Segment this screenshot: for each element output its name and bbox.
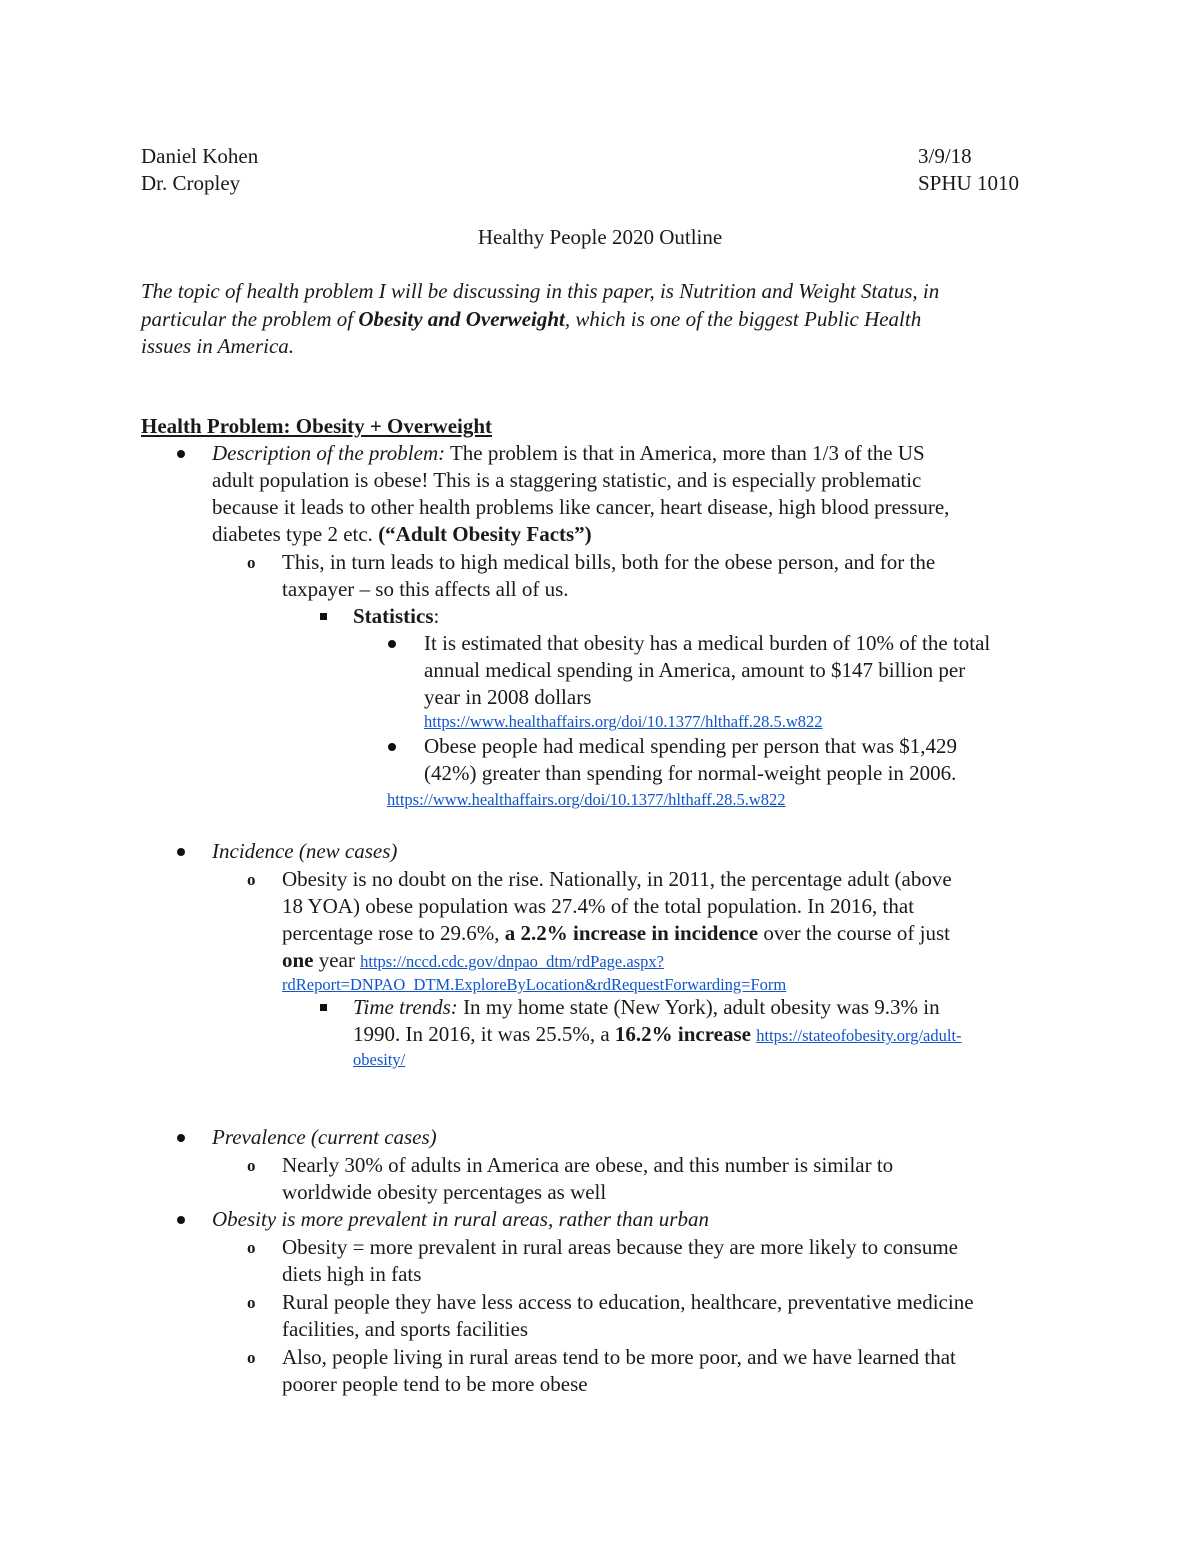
rural-point-1-line-1: Obesity = more prevalent in rural areas because they are more likely to consume bbox=[282, 1235, 958, 1259]
bullet-icon bbox=[177, 848, 185, 856]
intro-line-1: The topic of health problem I will be discussing in this paper, is Nutrition and Weight Status, in bbox=[141, 279, 940, 303]
citation: (“Adult Obesity Facts”) bbox=[378, 522, 592, 546]
statistics-heading: Statistics bbox=[353, 604, 434, 628]
prevalence-label: Prevalence (current cases) bbox=[212, 1125, 437, 1149]
intro-line-3: issues in America. bbox=[141, 334, 295, 358]
square-bullet-icon bbox=[320, 613, 327, 620]
stat1-line-1: It is estimated that obesity has a medical burden of 10% of the total bbox=[424, 631, 991, 655]
circle-bullet-icon: o bbox=[247, 1156, 256, 1175]
trend-text: In my home state (New York), adult obesity was 9.3% in bbox=[457, 995, 940, 1019]
incidence-emphasis: a 2.2% increase in incidence bbox=[504, 921, 759, 945]
intro-emphasis: Obesity and Overweight bbox=[358, 307, 565, 331]
date: 3/9/18 bbox=[918, 144, 972, 168]
circle-bullet-icon: o bbox=[247, 1238, 256, 1257]
healthaffairs-link-2[interactable]: https://www.healthaffairs.org/doi/10.1377/hlthaff.28.5.w822 bbox=[387, 790, 786, 809]
incidence-one: one bbox=[282, 948, 314, 972]
bullet-icon bbox=[388, 640, 396, 648]
cdc-link-continued[interactable]: rdReport=DNPAO_DTM.ExploreByLocation&rdRequestForwarding=Form bbox=[282, 975, 787, 994]
statistics-colon: : bbox=[433, 604, 440, 628]
incidence-line-2: 18 YOA) obese population was 27.4% of the total population. In 2016, that bbox=[282, 894, 915, 918]
trend-emphasis: 16.2% increase bbox=[614, 1022, 751, 1046]
medical-bills-line-2: taxpayer – so this affects all of us. bbox=[282, 577, 569, 601]
trend-line-1 bbox=[353, 994, 940, 1021]
intro-text: particular the problem of bbox=[141, 307, 359, 331]
circle-bullet-icon: o bbox=[247, 553, 256, 572]
incidence-text: percentage rose to 29.6%, bbox=[282, 921, 505, 945]
description-line-3: because it leads to other health problems like cancer, heart disease, high blood pressure, bbox=[212, 495, 950, 519]
stat1-line-3: year in 2008 dollars bbox=[424, 685, 592, 709]
description-text-end: diabetes type 2 etc. bbox=[212, 522, 379, 546]
circle-bullet-icon: o bbox=[247, 1348, 256, 1367]
stat1-link-line bbox=[424, 708, 823, 735]
incidence-line-3 bbox=[282, 920, 950, 947]
description-line-1 bbox=[212, 440, 925, 467]
statistics-label bbox=[353, 603, 439, 630]
bullet-icon bbox=[177, 1216, 185, 1224]
incidence-line-1: Obesity is no doubt on the rise. Nationally, in 2011, the percentage adult (above bbox=[282, 867, 952, 891]
professor-name: Dr. Cropley bbox=[141, 171, 241, 195]
medical-bills-line-1: This, in turn leads to high medical bills, both for the obese person, and for the bbox=[282, 550, 936, 574]
trend-label: Time trends: bbox=[353, 995, 458, 1019]
rural-point-2-line-1: Rural people they have less access to education, healthcare, preventative medicine bbox=[282, 1290, 974, 1314]
stat2-line-1: Obese people had medical spending per person that was $1,429 bbox=[424, 734, 958, 758]
healthaffairs-link[interactable]: https://www.healthaffairs.org/doi/10.1377/hlthaff.28.5.w822 bbox=[424, 712, 823, 731]
description-label: Description of the problem: bbox=[212, 441, 446, 465]
document-title: Healthy People 2020 Outline bbox=[477, 225, 723, 249]
incidence-label: Incidence (new cases) bbox=[212, 839, 398, 863]
bullet-icon bbox=[177, 450, 185, 458]
rural-label: Obesity is more prevalent in rural areas, rather than urban bbox=[212, 1207, 709, 1231]
rural-point-3-line-1: Also, people living in rural areas tend to be more poor, and we have learned that bbox=[282, 1345, 956, 1369]
circle-bullet-icon: o bbox=[247, 1293, 256, 1312]
description-line-2: adult population is obese! This is a staggering statistic, and is especially problematic bbox=[212, 468, 922, 492]
rural-point-3-line-2: poorer people tend to be more obese bbox=[282, 1372, 588, 1396]
trend-text-2: 1990. In 2016, it was 25.5%, a bbox=[353, 1022, 615, 1046]
prevalence-line-2: worldwide obesity percentages as well bbox=[282, 1180, 607, 1204]
stateofobesity-link-continued[interactable]: obesity/ bbox=[353, 1050, 406, 1069]
stat2-link-line bbox=[387, 786, 786, 813]
trend-link-line-2 bbox=[353, 1046, 405, 1073]
rural-point-2-line-2: facilities, and sports facilities bbox=[282, 1317, 529, 1341]
cdc-link[interactable]: https://nccd.cdc.gov/dnpao_dtm/rdPage.aspx? bbox=[360, 952, 664, 971]
course-code: SPHU 1010 bbox=[918, 171, 1019, 195]
bullet-icon bbox=[177, 1134, 185, 1142]
bullet-icon bbox=[388, 743, 396, 751]
description-line-4 bbox=[212, 521, 592, 548]
stat2-line-2: (42%) greater than spending for normal-weight people in 2006. bbox=[424, 761, 957, 785]
rural-point-1-line-2: diets high in fats bbox=[282, 1262, 422, 1286]
incidence-year: year bbox=[313, 948, 361, 972]
square-bullet-icon bbox=[320, 1004, 327, 1011]
stateofobesity-link[interactable]: https://stateofobesity.org/adult- bbox=[756, 1026, 962, 1045]
stat1-line-2: annual medical spending in America, amount to $147 billion per bbox=[424, 658, 966, 682]
section-heading: Health Problem: Obesity + Overweight bbox=[141, 414, 493, 438]
student-name: Daniel Kohen bbox=[141, 144, 259, 168]
trend-line-2 bbox=[353, 1021, 962, 1049]
description-text: The problem is that in America, more than 1/3 of the US bbox=[445, 441, 925, 465]
prevalence-line-1: Nearly 30% of adults in America are obese, and this number is similar to bbox=[282, 1153, 894, 1177]
circle-bullet-icon: o bbox=[247, 870, 256, 889]
intro-text-end: , which is one of the biggest Public Health bbox=[564, 307, 922, 331]
intro-line-2 bbox=[141, 306, 921, 333]
incidence-text-end: over the course of just bbox=[758, 921, 950, 945]
